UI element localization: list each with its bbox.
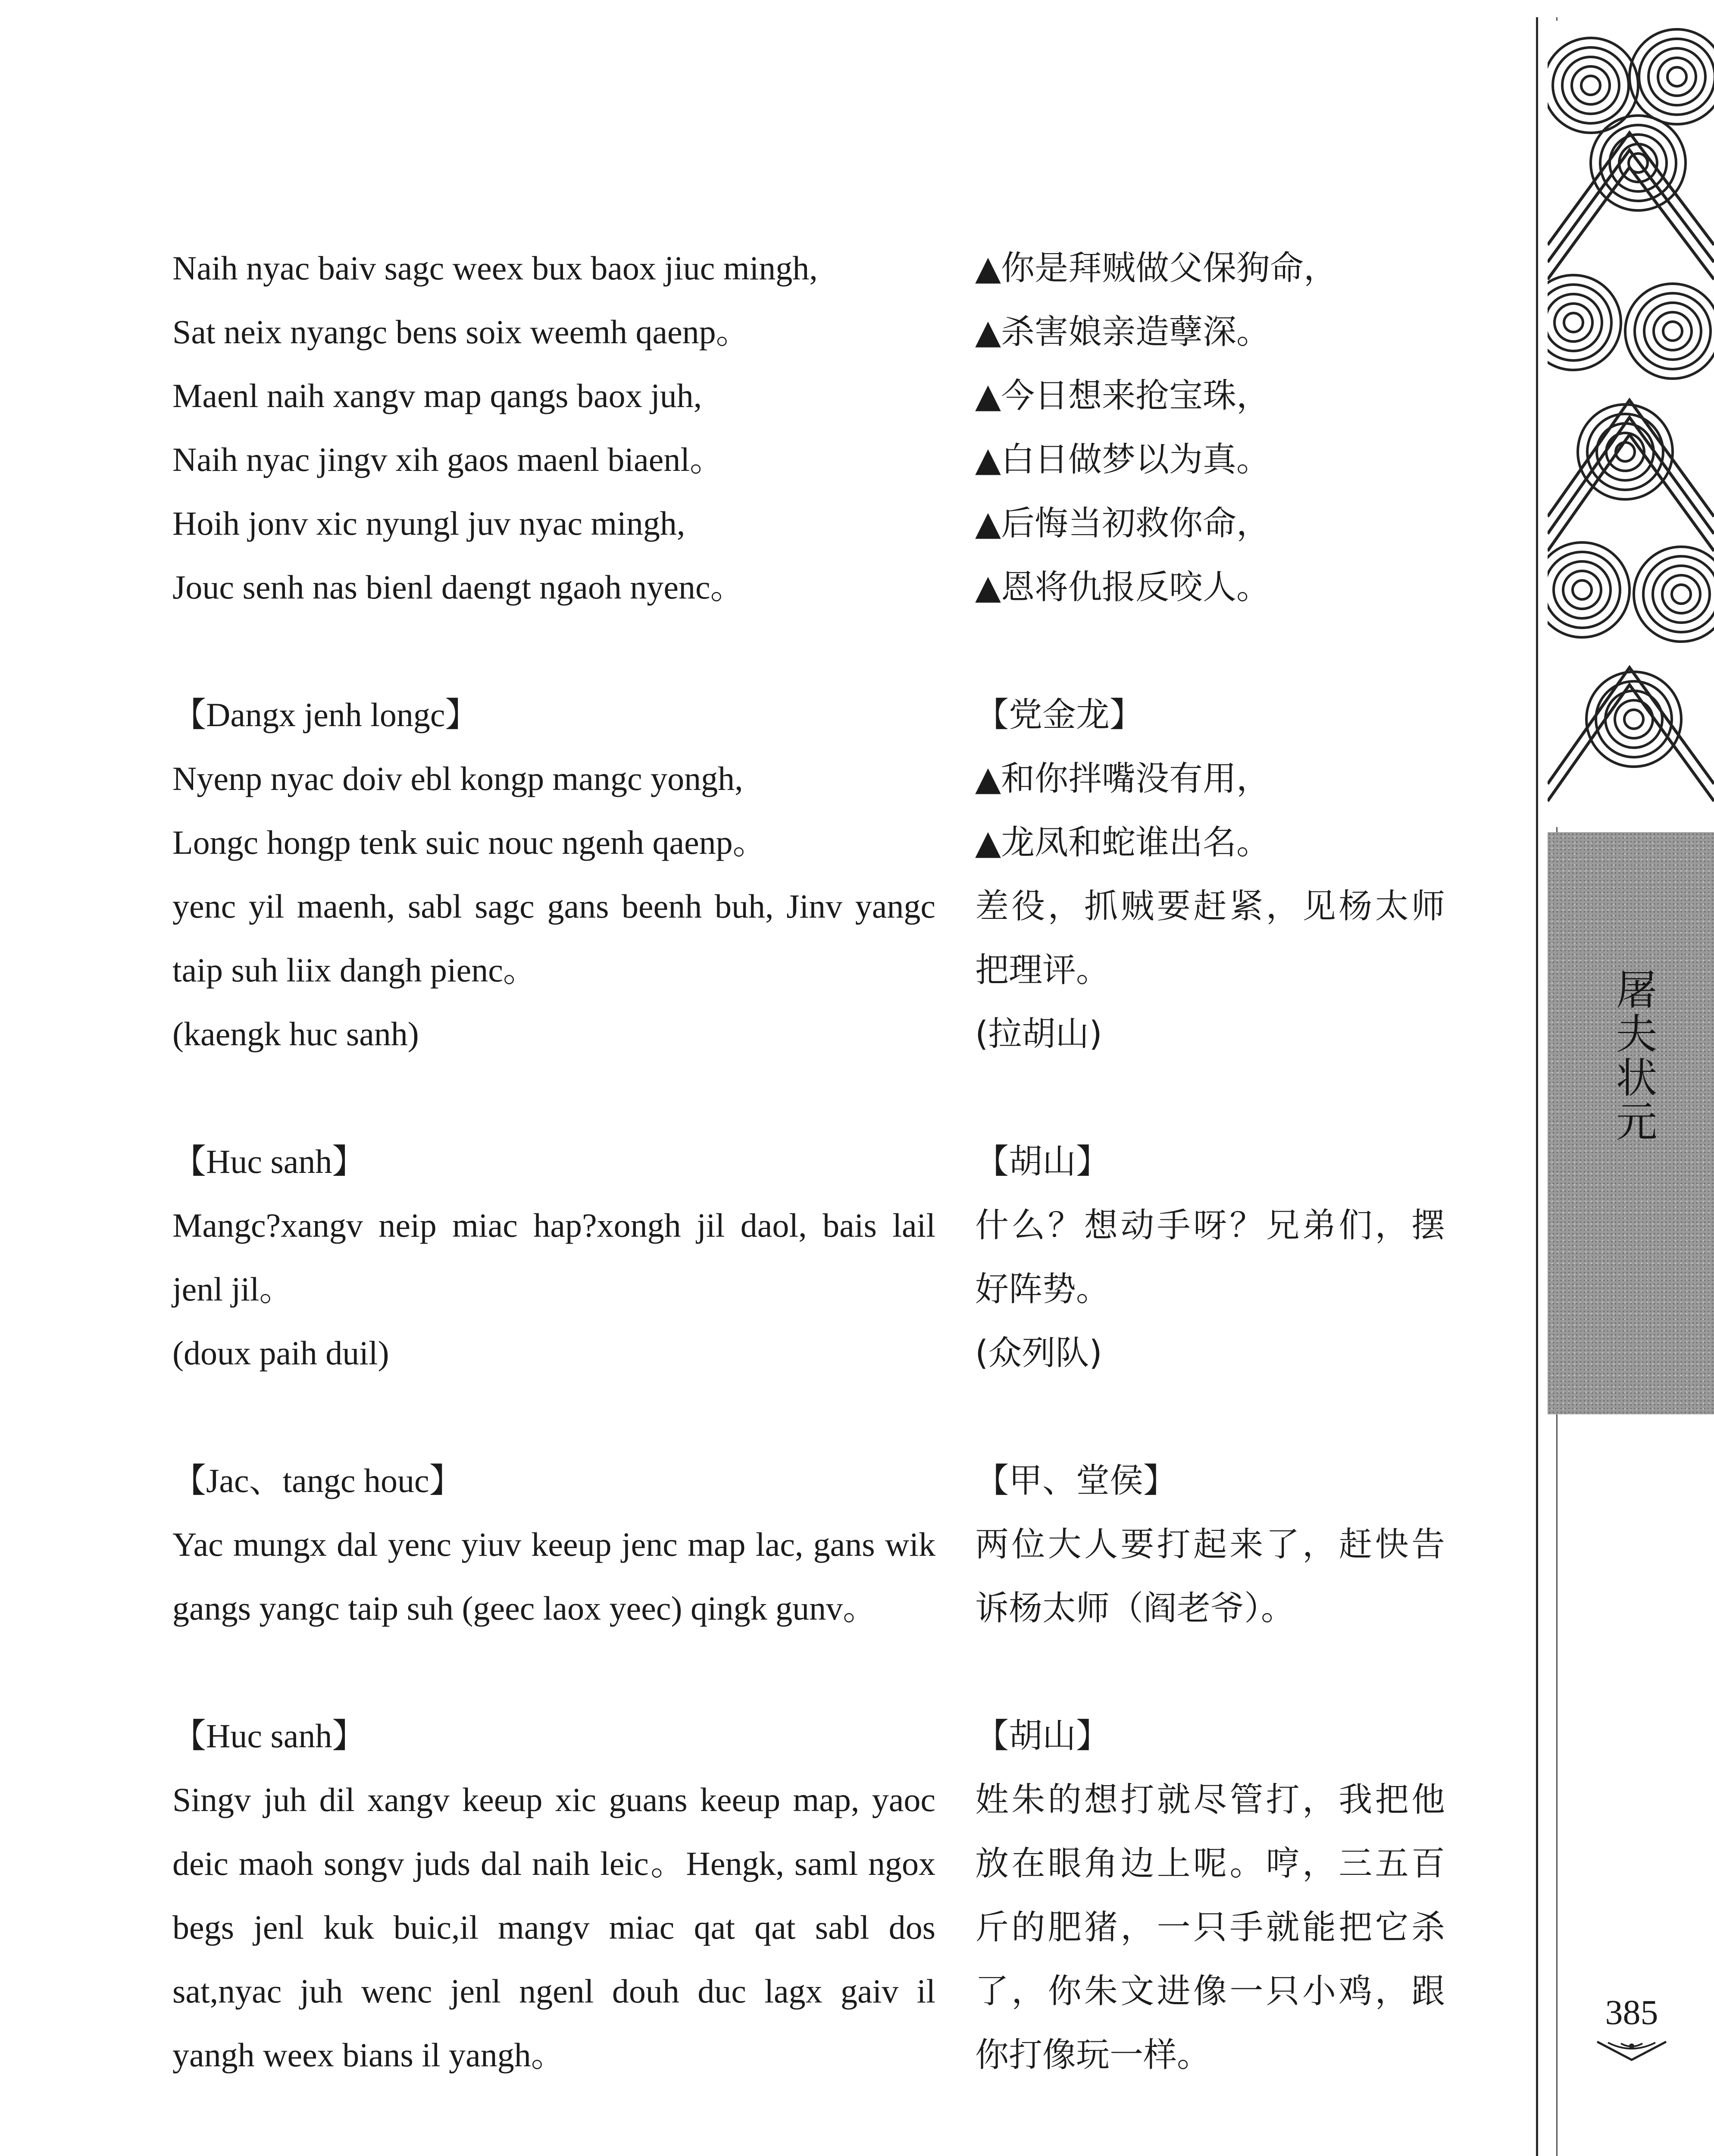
zh-line: ▲后悔当初救你命， <box>975 504 1270 543</box>
dong-dialogue: Singv juh dil xangv keeup xic guans keeup map, yaoc deic maoh songv juds dal naih leic。Hengk, saml ngox begs jenl kuk buic,il mangv miac qat qat sabl dos sat,nyac juh wenc jenl ngenl douh duc lagx gaiv il yangh weex bians il yangh。 <box>172 1781 935 2074</box>
stage-direction: (拉胡山) <box>975 1015 1102 1053</box>
dong-line: Longc hongp tenk suic nouc ngenh qaenp。 <box>172 824 766 861</box>
zh-dialogue: 什么？想动手呀？兄弟们，摆好阵势。 <box>975 1206 1445 1309</box>
dong-line: Maenl naih xangv map qangs baox juh, <box>172 377 702 414</box>
zh-block-3 <box>975 1130 1445 1385</box>
dong-block-4 <box>172 1449 935 1640</box>
dong-line: Sat neix nyangc bens soix weemh qaenp。 <box>172 313 750 351</box>
speaker-name: 【Dangx jenh longc】 <box>172 696 479 733</box>
speaker-name: 【Huc sanh】 <box>172 1717 366 1755</box>
zh-dialogue: 差役，抓贼要赶紧，见杨太师把理评。 <box>975 887 1445 990</box>
page-number-ornament-icon <box>1595 2037 1668 2063</box>
zh-dialogue: 两位大人要打起来了，赶快告诉杨太师（阎老爷）。 <box>975 1525 1445 1628</box>
zh-line: ▲白日做梦以为真。 <box>975 440 1270 479</box>
cloud-pattern-icon <box>1548 21 1714 827</box>
dong-verse-1 <box>172 236 935 619</box>
dong-line: Hoih jonv xic nyungl juv nyac mingh, <box>172 505 685 542</box>
dong-column <box>172 236 935 2151</box>
speaker-name: 【甲、堂侯】 <box>975 1461 1177 1500</box>
zh-block-2 <box>975 683 1445 1066</box>
zh-line: ▲杀害娘亲造孽深。 <box>975 313 1270 351</box>
chinese-column <box>975 236 1445 2151</box>
zh-line: ▲恩将仇报反咬人。 <box>975 568 1270 607</box>
stage-direction: (kaengk huc sanh) <box>172 1015 419 1053</box>
dong-line: Jouc senh nas bienl daengt ngaoh nyenc。 <box>172 568 744 606</box>
page-number: 385 <box>1605 1993 1658 2032</box>
zh-line: ▲龙凤和蛇谁出名。 <box>975 823 1270 862</box>
speaker-name: 【胡山】 <box>975 1717 1110 1755</box>
zh-block-5 <box>975 1704 1445 2087</box>
speaker-name: 【Huc sanh】 <box>172 1143 366 1180</box>
dong-dialogue: Mangc?xangv neip miac hap?xongh jil daol, bais lail jenl jil。 <box>172 1206 935 1308</box>
speaker-name: 【党金龙】 <box>975 696 1144 734</box>
margin-rule <box>1536 17 1538 2156</box>
dong-line: Naih nyac jingv xih gaos maenl biaenl。 <box>172 441 724 478</box>
speaker-name: 【胡山】 <box>975 1142 1110 1181</box>
dong-dialogue: yenc yil maenh, sabl sagc gans beenh buh, Jinv yangc taip suh liix dangh pienc。 <box>172 887 935 989</box>
dong-line: Nyenp nyac doiv ebl kongp mangc yongh, <box>172 760 743 797</box>
cloud-pattern-ornament <box>1548 21 1714 827</box>
zh-line: ▲你是拜贼做父保狗命， <box>975 249 1337 288</box>
zh-dialogue: 姓朱的想打就尽管打，我把他放在眼角边上呢。哼，三五百斤的肥猪，一只手就能把它杀了，你朱文进像一只小鸡，跟你打像玩一样。 <box>975 1780 1445 2075</box>
dong-line: Naih nyac baiv sagc weex bux baox jiuc mingh, <box>172 249 818 287</box>
stage-direction: (doux paih duil) <box>172 1334 389 1372</box>
dong-dialogue: Yac mungx dal yenc yiuv keeup jenc map lac, gans wik gangs yangc taip suh (geec laox yeec) qingk gunv。 <box>172 1526 935 1627</box>
speaker-name: 【Jac、tangc houc】 <box>172 1462 463 1499</box>
dong-block-3 <box>172 1130 935 1385</box>
stage-direction: (众列队) <box>975 1334 1102 1373</box>
side-title: 屠夫状元 <box>1609 968 1658 1144</box>
dong-block-2 <box>172 683 935 1066</box>
zh-line: ▲今日想来抢宝珠， <box>975 376 1270 415</box>
dong-block-5 <box>172 1704 935 2087</box>
zh-line: ▲和你拌嘴没有用， <box>975 759 1270 798</box>
zh-verse-1 <box>975 236 1445 619</box>
zh-block-4 <box>975 1449 1445 1640</box>
